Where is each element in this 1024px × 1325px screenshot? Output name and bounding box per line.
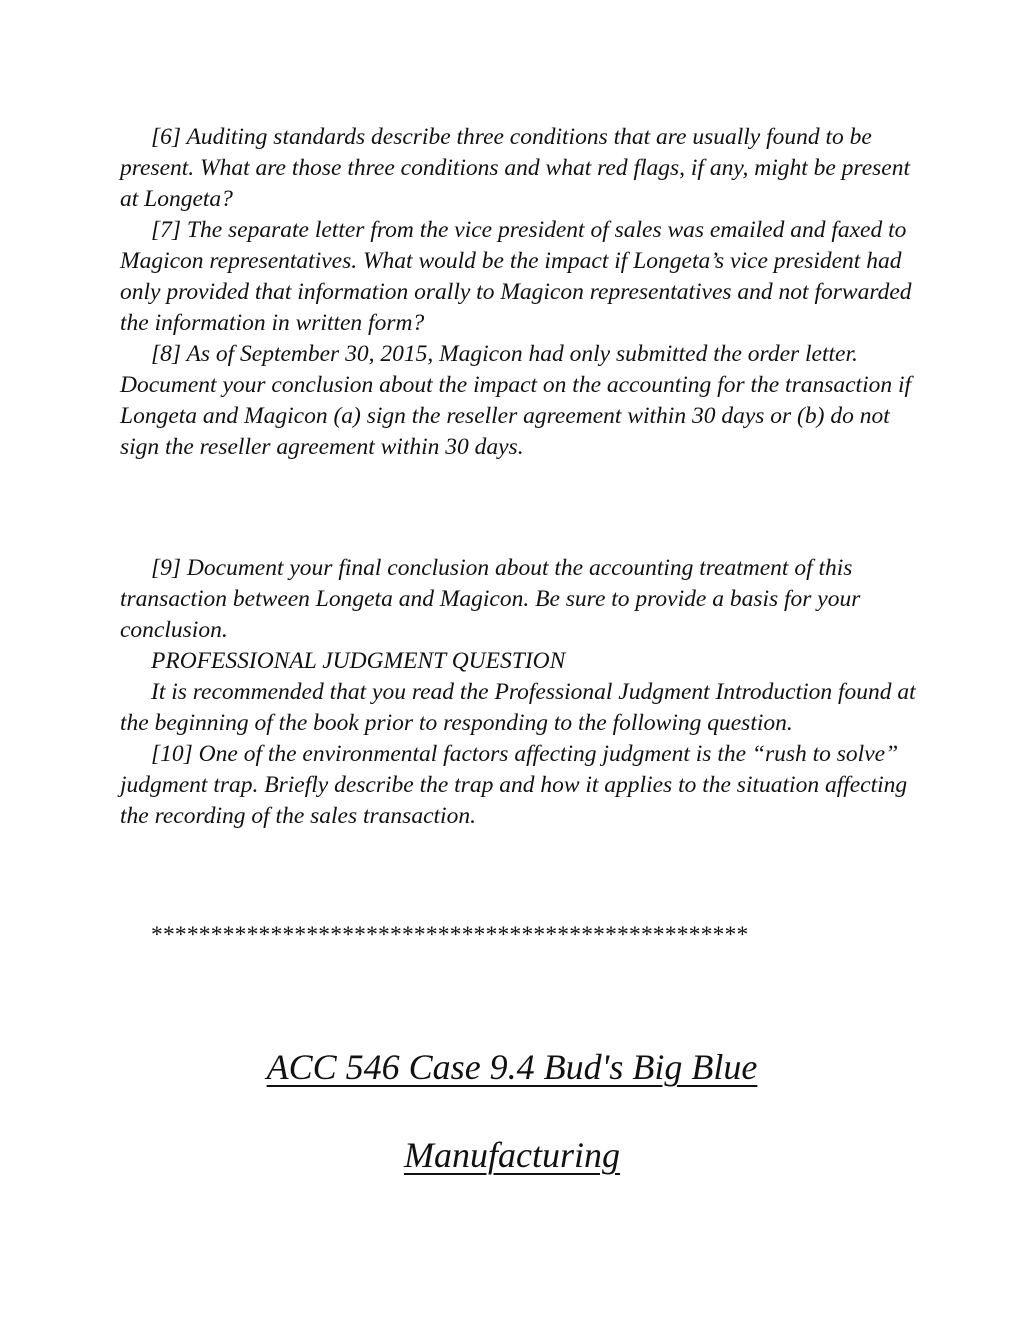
question-8: [8] As of September 30, 2015, Magicon had only submitted the order letter. Document your conclusion about the impact on the accounting for the transaction if Longeta and Magicon (a) sign the reseller agreement within 30 days or (b) do not sign the reseller agreement within 30 days. <box>120 341 912 460</box>
question-10: [10] One of the environmental factors affecting judgment is the “rush to solve” judgment trap. Briefly describe the trap and how it applies to the situation affecting the recording of the sales transaction. <box>120 741 908 829</box>
instruction-text: It is recommended that you read the Professional Judgment Introduction found at the beginning of the book prior to responding to the following question. <box>120 679 916 736</box>
question-block-1 <box>120 122 920 463</box>
question-block-2 <box>120 553 920 832</box>
question-6: [6] Auditing standards describe three conditions that are usually found to be present. What are those three conditions and what red flags, if any, might be present at Longeta? <box>120 124 910 212</box>
section-heading-professional-judgment: PROFESSIONAL JUDGMENT QUESTION <box>151 648 566 674</box>
question-9: [9] Document your final conclusion about the accounting treatment of this transaction between Longeta and Magicon. Be sure to provide a basis for your conclusion. <box>120 555 861 643</box>
separator-asterisks: ************************************************** <box>151 922 749 948</box>
case-title-line-1: ACC 546 Case 9.4 Bud's Big Blue <box>266 1047 758 1087</box>
question-7: [7] The separate letter from the vice president of sales was emailed and faxed to Magicon representatives. What would be the impact if Longeta’s vice president had only provided that information orally to Magicon representatives and not forwarded the information in written form? <box>120 217 912 336</box>
case-title-line-2: Manufacturing <box>404 1135 620 1175</box>
